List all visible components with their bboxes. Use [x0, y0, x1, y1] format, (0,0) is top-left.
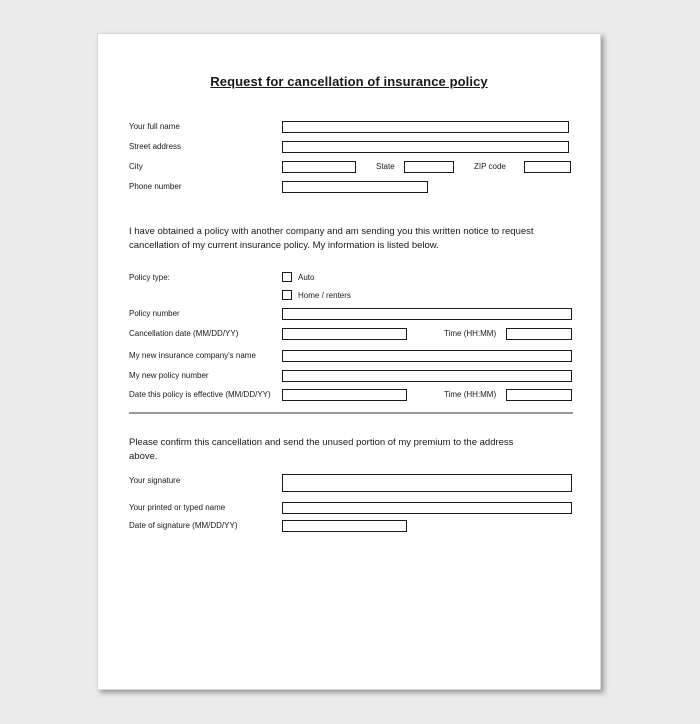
auto-checkbox-label: Auto: [298, 273, 315, 282]
city-label: City: [129, 162, 143, 171]
form-document-sheet: [97, 33, 601, 690]
confirmation-paragraph-line2: above.: [129, 450, 158, 462]
street-address-label: Street address: [129, 142, 182, 151]
signature-input[interactable]: [282, 474, 572, 492]
policy-number-input[interactable]: [282, 308, 572, 320]
city-input[interactable]: [282, 161, 356, 173]
cancellation-date-label: Cancellation date (MM/DD/YY): [129, 329, 239, 338]
form-title: Request for cancellation of insurance policy: [210, 74, 488, 89]
phone-number-label: Phone number: [129, 182, 182, 191]
new-company-name-label: My new insurance company's name: [129, 351, 256, 360]
signature-label: Your signature: [129, 476, 181, 485]
new-policy-number-input[interactable]: [282, 370, 572, 382]
auto-checkbox[interactable]: [282, 272, 292, 282]
state-input[interactable]: [404, 161, 454, 173]
confirmation-paragraph: [129, 436, 513, 463]
printed-name-label: Your printed or typed name: [129, 503, 226, 512]
printed-name-input[interactable]: [282, 502, 572, 514]
effective-time-label: Time (HH:MM): [444, 390, 497, 399]
home-renters-checkbox[interactable]: [282, 290, 292, 300]
cancellation-date-input[interactable]: [282, 328, 407, 340]
notice-paragraph: [129, 225, 534, 252]
phone-number-input[interactable]: [282, 181, 428, 193]
full-name-input[interactable]: [282, 121, 569, 133]
date-of-signature-label: Date of signature (MM/DD/YY): [129, 521, 238, 530]
date-of-signature-input[interactable]: [282, 520, 407, 532]
policy-type-label: Policy type:: [129, 273, 170, 282]
full-name-label: Your full name: [129, 122, 180, 131]
new-policy-number-label: My new policy number: [129, 371, 209, 380]
state-label: State: [376, 162, 395, 171]
zip-code-input[interactable]: [524, 161, 571, 173]
home-renters-checkbox-label: Home / renters: [298, 291, 351, 300]
effective-date-label: Date this policy is effective (MM/DD/YY): [129, 390, 271, 399]
confirmation-paragraph-line1: Please confirm this cancellation and send the unused portion of my premium to the address: [129, 437, 514, 448]
zip-code-label: ZIP code: [474, 162, 506, 171]
street-address-input[interactable]: [282, 141, 569, 153]
effective-date-input[interactable]: [282, 389, 407, 401]
new-company-name-input[interactable]: [282, 350, 572, 362]
effective-time-input[interactable]: [506, 389, 572, 401]
cancellation-time-input[interactable]: [506, 328, 572, 340]
notice-paragraph-line1: I have obtained a policy with another company and am sending you this written notice to request: [129, 226, 534, 237]
cancellation-time-label: Time (HH:MM): [444, 329, 497, 338]
notice-paragraph-line2: cancellation of my current insurance policy. My information is listed below.: [129, 239, 439, 251]
section-divider: [129, 412, 573, 414]
policy-number-label: Policy number: [129, 309, 180, 318]
